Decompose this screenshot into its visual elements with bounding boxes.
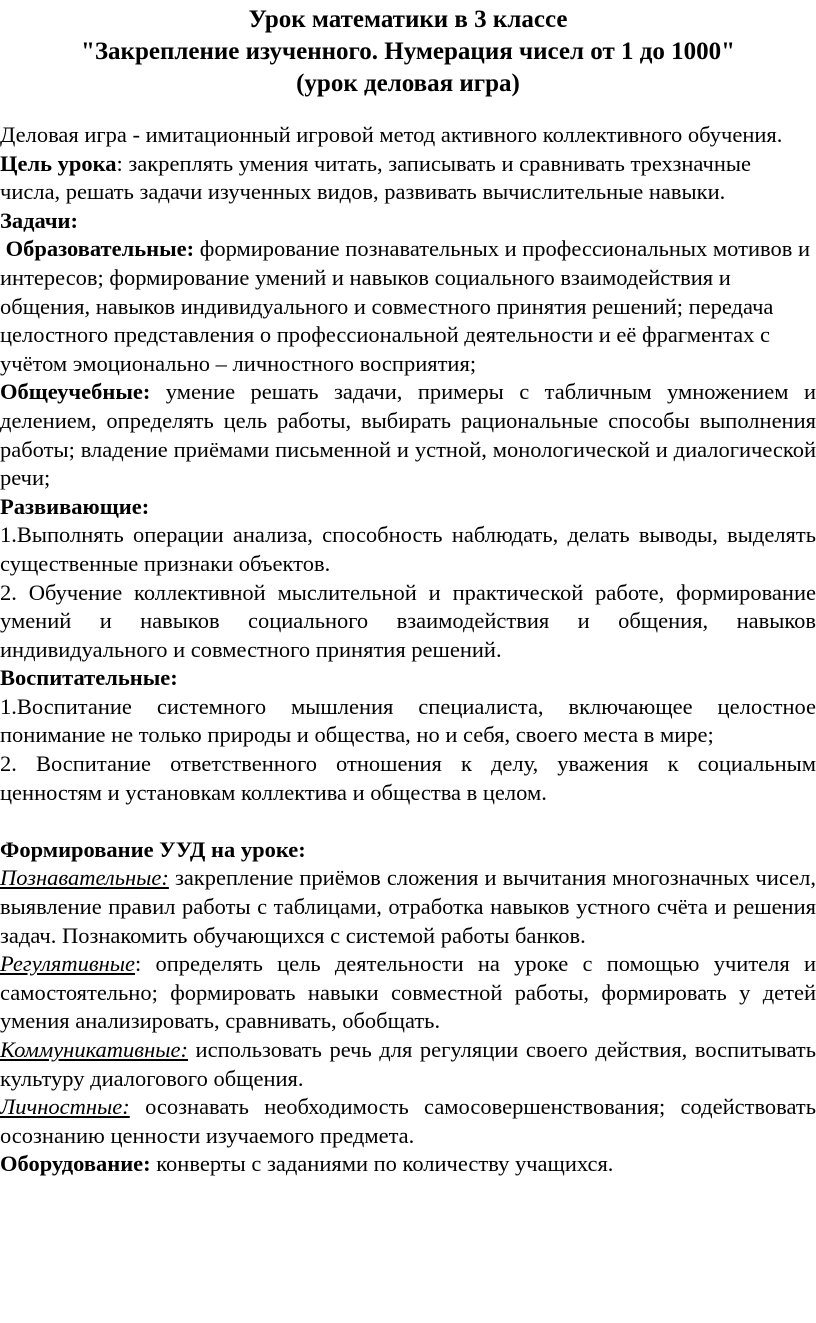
upbringing-label: Воспитательные: [0, 665, 178, 691]
upbringing-heading [0, 664, 816, 693]
equipment-paragraph [0, 1150, 816, 1179]
tasks-heading [0, 207, 816, 236]
intro-text: Деловая игра - имитационный игровой метод активного коллективного обучения. [0, 122, 783, 147]
equipment-text: конверты с заданиями по количеству учащихся. [150, 1151, 614, 1177]
educational-paragraph [0, 235, 816, 378]
uud-cognitive-label: Познавательные: [0, 865, 169, 891]
section-gap [0, 807, 816, 836]
upbringing-item-1: 1.Воспитание системного мышления специалиста, включающее целостное понимание не только природы и общества, но и себя, своего места в мире; [0, 693, 816, 748]
developing-label: Развивающие: [0, 493, 150, 519]
uud-personal-label: Личностные: [0, 1094, 130, 1120]
uud-cognitive-text: закрепление приёмов сложения и вычитания многозначных чисел, выявление правил работы с таблицами, отработка навыков устного счёта и решения задач. Познакомить обучающихся с системой работы банков. [0, 865, 816, 948]
goal-label: Цель урока [0, 150, 117, 176]
educational-text: формирование познавательных и профессиональных мотивов и интересов; формирование умений и навыков социального взаимодействия и общения, навыков индивидуального и совместного принятия решений; передача целостного представления о профессиональной деятельности и её фрагментах с учётом эмоционально – личностного восприятия; [0, 236, 810, 376]
goal-text: : закреплять умения читать, записывать и сравнивать трехзначные числа, решать задачи изученных видов, развивать вычислительные навыки. [0, 150, 751, 205]
general-paragraph [0, 378, 816, 492]
equipment-label: Оборудование: [0, 1151, 151, 1177]
title-line-1: Урок математики в 3 классе [248, 6, 568, 33]
uud-cognitive-paragraph [0, 864, 816, 950]
developing-item-1: 1.Выполнять операции анализа, способность наблюдать, делать выводы, выделять существенные признаки объектов. [0, 522, 816, 576]
intro-paragraph [0, 121, 816, 150]
uud-heading-text: Формирование УУД на уроке: [0, 836, 306, 862]
developing-heading [0, 493, 816, 522]
uud-regulatory-paragraph [0, 950, 816, 1036]
general-label: Общеучебные: [0, 379, 151, 405]
upbringing-item-2: 2. Воспитание ответственного отношения к делу, уважения к социальным ценностям и установкам коллектива и общества в целом. [0, 751, 816, 805]
goal-paragraph [0, 150, 816, 207]
uud-communicative-paragraph [0, 1036, 816, 1093]
title-line-3: (урок деловая игра) [296, 70, 520, 97]
uud-regulatory-text: : определять цель деятельности на уроке с помощью учителя и самостоятельно; формировать навыки совместной работы, формировать у детей умения анализировать, сравнивать, обобщать. [0, 951, 816, 1034]
tasks-heading-text: Задачи: [0, 207, 79, 233]
title-line-2: "Закрепление изученного. Нумерация чисел от 1 до 1000" [80, 38, 736, 65]
general-text: умение решать задачи, примеры с табличным умножением и делением, определять цель работы, выбирать рациональные способы выполнения работы; владение приёмами письменной и устной, монологической и диалогической речи; [0, 379, 816, 491]
uud-personal-text: осознавать необходимость самосовершенствования; содействовать осознанию ценности изучаемого предмета. [0, 1094, 816, 1148]
educational-label: Образовательные: [0, 236, 195, 262]
developing-item-2: 2. Обучение коллективной мыслительной и практической работе, формирование умений и навыков социального взаимодействия и общения, навыков индивидуального и совместного принятия решений. [0, 579, 816, 662]
uud-heading [0, 836, 816, 865]
uud-personal-paragraph [0, 1093, 816, 1150]
document-body [0, 121, 816, 1179]
uud-communicative-label: Коммуникативные: [0, 1037, 188, 1062]
uud-regulatory-label: Регулятивные [0, 951, 135, 977]
uud-communicative-text: использовать речь для регуляции своего действия, воспитывать культуру диалогового общения. [0, 1037, 816, 1091]
document-title [0, 0, 816, 100]
